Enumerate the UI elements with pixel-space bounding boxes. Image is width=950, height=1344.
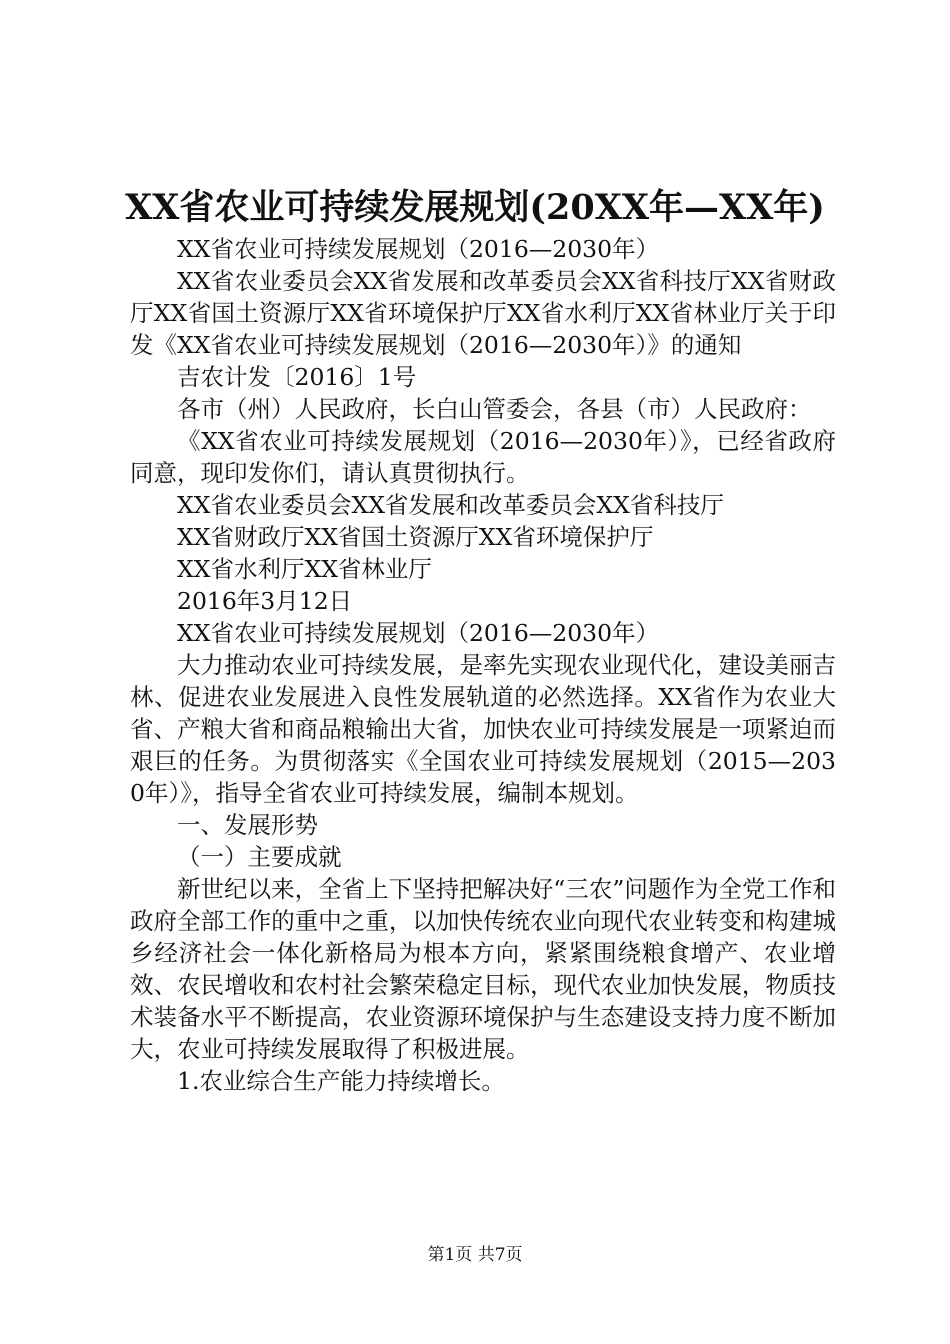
issue-date: 2016年3月12日: [177, 587, 353, 615]
issuer-line-2: XX省财政厅XX省国土资源厅XX省环境保护厅: [177, 523, 654, 551]
achievements-paragraph: 新世纪以来，全省上下坚持把解决好“三农”问题作为全党工作和政府全部工作的重中之重，以加快传统农业向现代农业转变和构建城乡经济社会一体化新格局为根本方向，紧紧围绕粮食增产、农业增效、农民增收和农村社会繁荣稳定目标，现代农业加快发展，物质技术装备水平不断提高，农业资源环境保护与生态建设支持力度不断加大，农业可持续发展取得了积极进展。: [130, 875, 836, 1063]
intro-paragraph: 大力推动农业可持续发展，是率先实现农业现代化，建设美丽吉林、促进农业发展进入良性发展轨道的必然选择。XX省作为农业大省、产粮大省和商品粮输出大省，加快农业可持续发展是一项紧迫而艰巨的任务。为贯彻落实《全国农业可持续发展规划（2015—2030年）》，指导全省农业可持续发展，编制本规划。: [130, 651, 836, 807]
section-heading: 一、发展形势: [177, 811, 318, 839]
subsection-heading: （一）主要成就: [177, 843, 342, 871]
recipients-paragraph: 各市（州）人民政府，长白山管委会，各县（市）人民政府：: [177, 395, 812, 423]
plan-title-paragraph: XX省农业可持续发展规划（2016—2030年）: [177, 619, 660, 647]
document-number: 吉农计发〔2016〕1号: [177, 363, 417, 391]
page-number: 第1页 共7页: [427, 1245, 523, 1265]
document-body: [130, 233, 836, 1097]
issuer-line-1: XX省农业委员会XX省发展和改革委员会XX省科技厅: [177, 491, 724, 519]
notice-body-paragraph: 《XX省农业可持续发展规划（2016—2030年）》，已经省政府同意，现印发你们，请认真贯彻执行。: [130, 427, 836, 487]
item-heading: 1.农业综合生产能力持续增长。: [177, 1067, 505, 1095]
notice-heading-paragraph: XX省农业委员会XX省发展和改革委员会XX省科技厅XX省财政厅XX省国土资源厅XX省环境保护厅XX省水利厅XX省林业厅关于印发《XX省农业可持续发展规划（2016—2030年）》的通知: [130, 267, 836, 359]
document-title: XX省农业可持续发展规划(20XX年—XX年): [125, 187, 825, 228]
issuer-line-3: XX省水利厅XX省林业厅: [177, 555, 432, 583]
subtitle-paragraph: XX省农业可持续发展规划（2016—2030年）: [177, 235, 660, 263]
